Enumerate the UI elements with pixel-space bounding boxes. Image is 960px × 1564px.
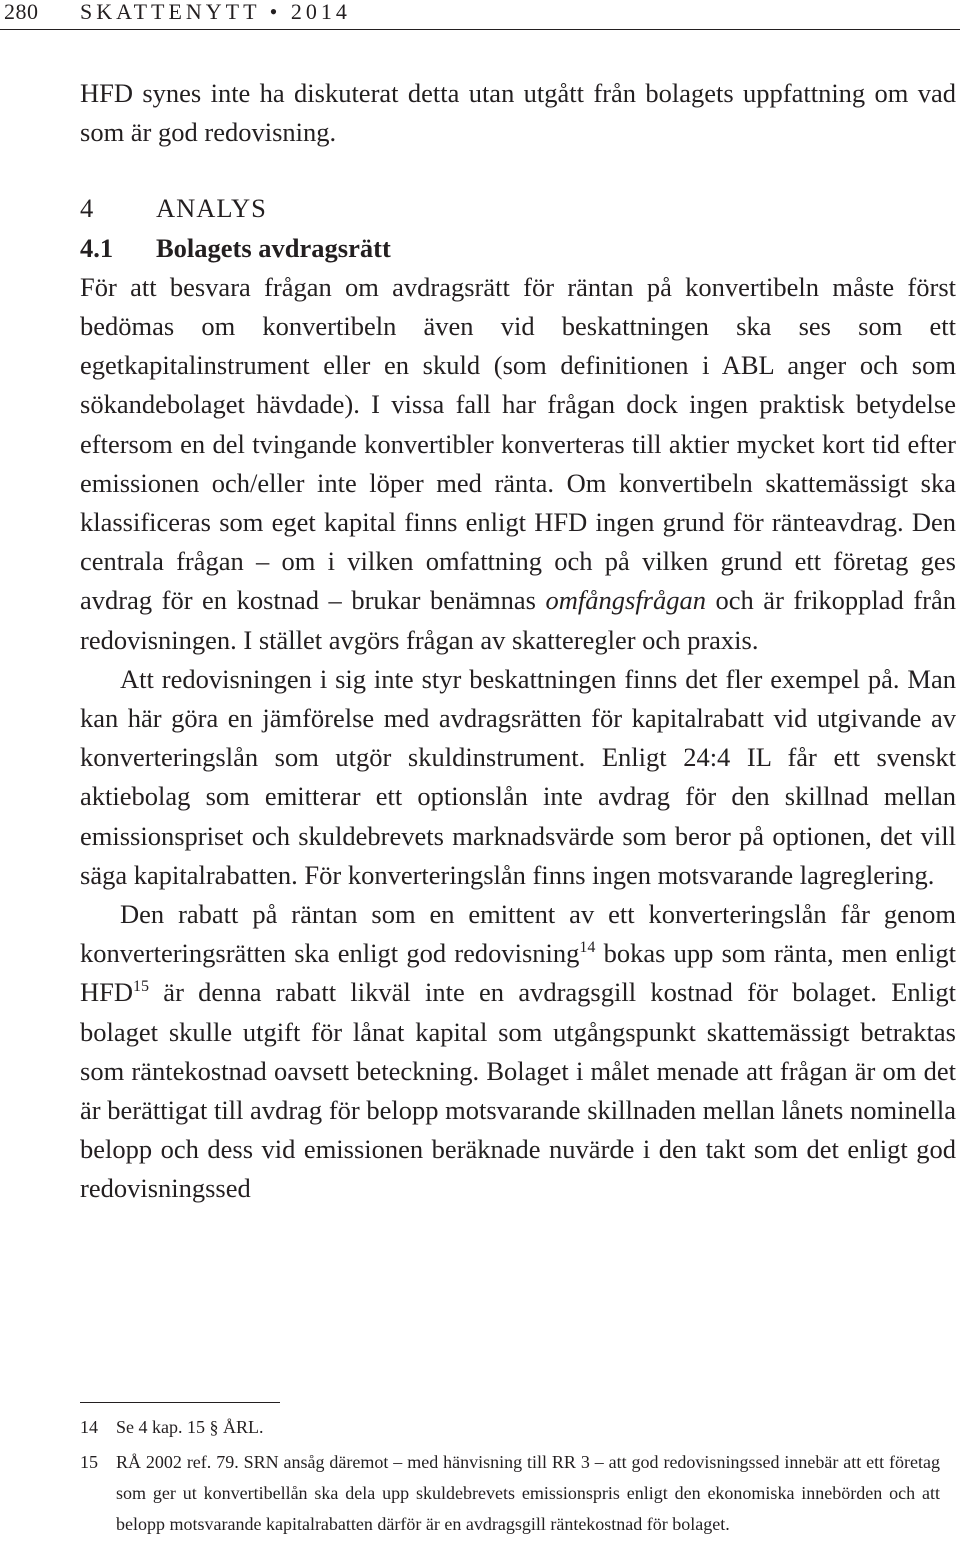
footnote-text: RÅ 2002 ref. 79. SRN ansåg däremot – med hänvisning till RR 3 – att god redovisningssed innebär att ett företag som ger ut konvertibellån ska dela upp skuldebrevets emissionspris enligt den ekonomiska innebörden och att belopp motsvarande kapitalrabatten därför är en avdragsgill räntekostnad för bolaget. [116,1452,940,1534]
paragraph-3-text-a: Den rabatt på räntan som en emittent av ett konverteringslån får genom konverteringsrätten ska enligt god redovisning [80,899,956,969]
footnote-ref-14[interactable]: 14 [579,939,596,957]
paragraph-3 [80,895,956,1209]
paragraph-1 [80,268,956,660]
footnote-14 [80,1412,940,1443]
paragraph-1-italic-term: omfångsfrågan [545,585,706,616]
section-title: ANALYS [156,193,267,224]
footnote-number: 14 [80,1417,98,1437]
paragraph-1-text-b: och är frikopplad från redovisningen. I stället avgörs frågan av skatteregler och praxis. [80,585,956,655]
main-text [80,74,956,1209]
section-number: 4 [80,193,95,224]
page-number: 280 [4,0,39,24]
paragraph-2: Att redovisningen i sig inte styr beskattningen finns det fler exempel på. Man kan här göra en jämförelse med avdragsrätten för kapitalrabatt vid utgivande av konverteringslån som utgör skuldinstrument. Enligt 24:4 IL får ett svenskt aktiebolag som emitterar ett optionslån inte avdrag för den skillnad mellan emissionspriset och skuldebrevets marknadsvärde som beror på optionen, det vill säga kapitalrabatten. För konverteringslån finns ingen motsvarande lagreglering. [80,663,956,890]
header-rule [0,29,960,30]
section-heading [80,189,956,228]
paragraph-3-text-b: bokas upp som ränta, men enligt HFD [80,938,956,1008]
footnote-ref-15[interactable]: 15 [133,978,150,996]
footnote-15 [80,1447,940,1540]
footnote-rule [80,1402,280,1403]
subsection-number: 4.1 [80,232,114,263]
intro-paragraph: HFD synes inte ha diskuterat detta utan utgått från bolagets uppfattning om vad som är god redovisning. [80,78,956,148]
journal-title: SKATTENYTT • 2014 [80,0,351,24]
paragraph-1-text-a: För att besvara frågan om avdragsrätt för räntan på konvertibeln måste först bedömas om konvertibeln även vid beskattningen ska ses som ett egetkapitalinstrument eller en skuld (som definitionen i ABL anger och som sökandebolaget hävdade). I vissa fall har frågan dock ingen praktisk betydelse eftersom en del tvingande konvertibler konverteras till aktier mycket kort tid efter emissionen och/eller inte löper med ränta. Om konvertibeln skattemässigt ska klassificeras som eget kapital finns enligt HFD ingen grund för ränteavdrag. Den centrala frågan – om i vilken omfattning och på vilken grund ett företag ges avdrag för en kostnad – brukar benämnas [80,271,956,616]
footnote-number: 15 [80,1452,98,1472]
subsection-title: Bolagets avdragsrätt [156,232,391,263]
paragraph-3-text-c: är denna rabatt likväl inte en avdragsgill kostnad för bolaget. Enligt bolaget skulle utgift för lånat kapital som utgångspunkt skattemässigt betraktas som räntekostnad oavsett beteckning. Bolaget i målet menade att frågan är om det är berättigat till avdrag för belopp motsvarande skillnaden mellan lånets nominella belopp och dess vid emissionen beräknade nuvärde i den takt som det enligt god redovisningssed [80,977,956,1204]
footnote-text: Se 4 kap. 15 § ÅRL. [116,1417,264,1437]
footnotes [80,1412,940,1544]
subsection-heading [80,229,956,268]
page-header [0,0,960,30]
